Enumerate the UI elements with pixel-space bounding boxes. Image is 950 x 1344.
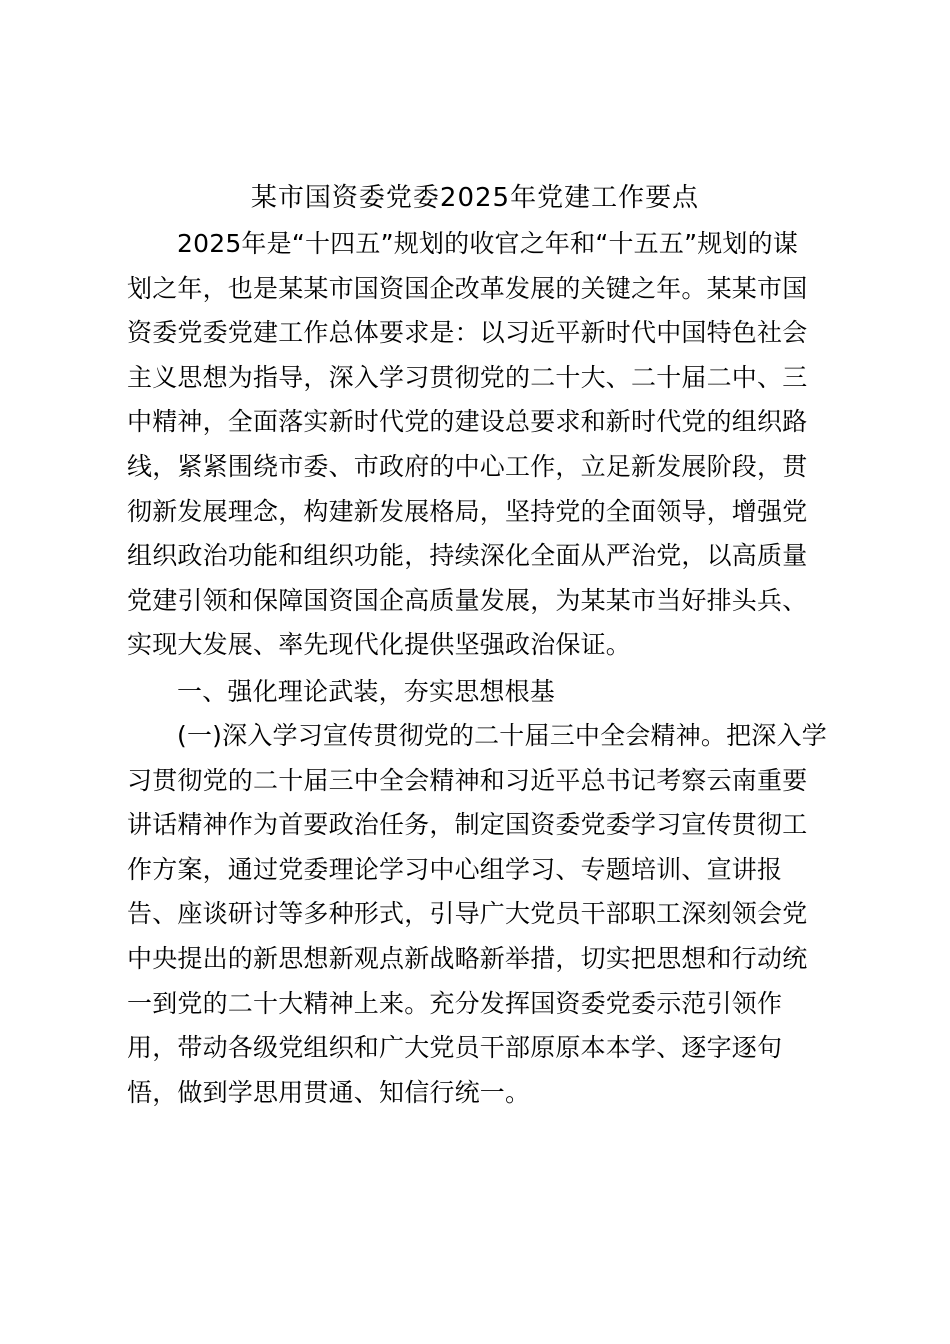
intro-paragraph — [127, 222, 818, 668]
paragraph-line: 习贯彻党的二十届三中全会精神和习近平总书记考察云南重要 — [127, 765, 808, 795]
paragraph-line: (一)深入学习宣传贯彻党的二十届三中全会精神。把深入学 — [177, 721, 827, 750]
paragraph-line: 主义思想为指导，深入学习贯彻党的二十大、二十届二中、三 — [127, 362, 808, 392]
paragraph-line: 实现大发展、率先现代化提供坚强政治保证。 — [127, 630, 632, 660]
section-one-heading-block — [127, 670, 818, 715]
paragraph-line: 党建引领和保障国资国企高质量发展，为某某市当好排头兵、 — [127, 585, 808, 615]
paragraph-line: 作方案，通过党委理论学习中心组学习、专题培训、宣讲报 — [127, 854, 783, 884]
paragraph-line: 悟，做到学思用贯通、知信行统一。 — [127, 1077, 531, 1107]
paragraph-line: 彻新发展理念，构建新发展格局，坚持党的全面领导，增强党 — [127, 496, 808, 526]
paragraph-line: 中央提出的新思想新观点新战略新举措，切实把思想和行动统 — [127, 943, 808, 973]
subsection-one-paragraph — [127, 714, 827, 1115]
paragraph-line: 讲话精神作为首要政治任务，制定国资委党委学习宣传贯彻工 — [127, 810, 808, 840]
paragraph-line: 用，带动各级党组织和广大党员干部原原本本学、逐字逐句 — [127, 1033, 783, 1063]
document-title: 某市国资委党委2025年党建工作要点 — [250, 183, 700, 213]
paragraph-line: 中精神，全面落实新时代党的建设总要求和新时代党的组织路 — [127, 407, 808, 437]
paragraph-line: 告、座谈研讨等多种形式，引导广大党员干部职工深刻领会党 — [127, 899, 808, 929]
paragraph-line: 一到党的二十大精神上来。充分发挥国资委党委示范引领作 — [127, 988, 783, 1018]
paragraph-line: 划之年，也是某某市国资国企改革发展的关键之年。某某市国 — [127, 273, 808, 303]
section-heading: 一、强化理论武装，夯实思想根基 — [177, 677, 556, 706]
paragraph-line: 2025年是“十四五”规划的收官之年和“十五五”规划的谋 — [177, 229, 799, 258]
paragraph-line: 组织政治功能和组织功能，持续深化全面从严治党，以高质量 — [127, 541, 808, 571]
paragraph-line: 线，紧紧围绕市委、市政府的中心工作，立足新发展阶段，贯 — [127, 451, 808, 481]
paragraph-line: 资委党委党建工作总体要求是：以习近平新时代中国特色社会 — [127, 318, 808, 348]
